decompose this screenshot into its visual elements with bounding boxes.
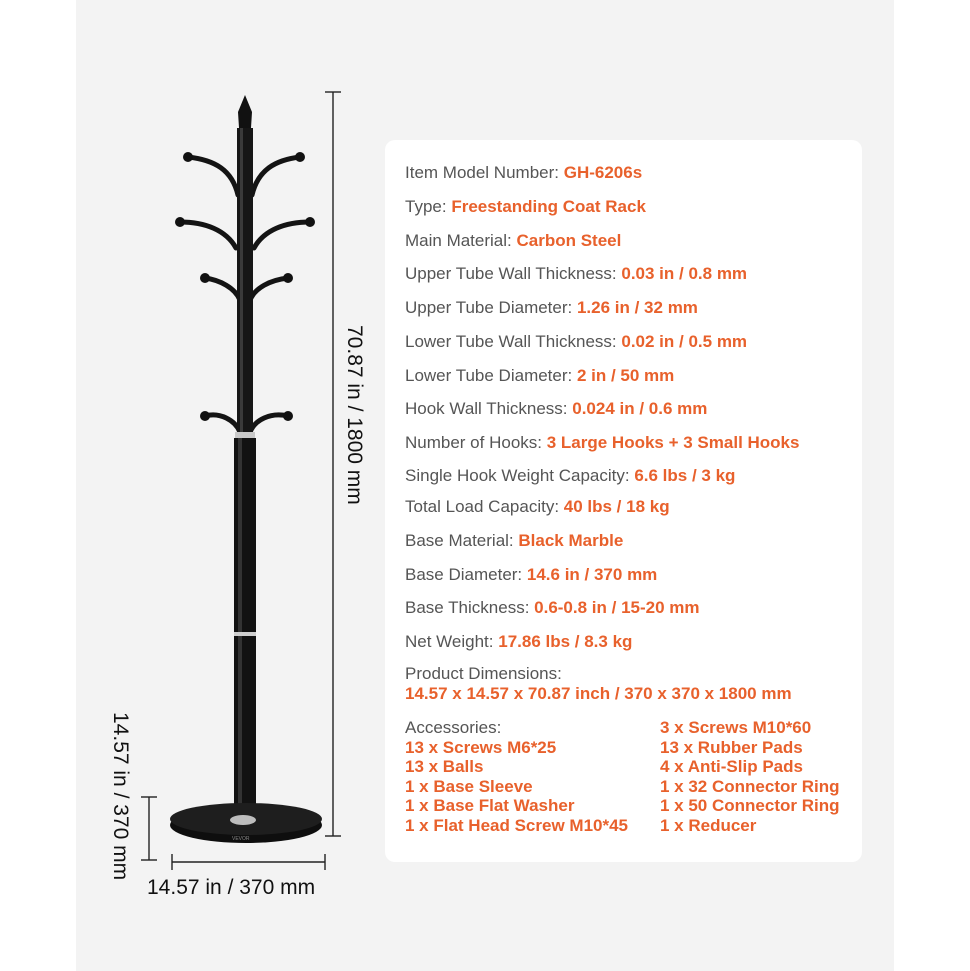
base-brand-mark: VEVOR	[232, 836, 250, 842]
spec-row	[405, 598, 700, 618]
height-dimension-line	[325, 92, 341, 836]
accessory-item: 1 x Flat Head Screw M10*45	[405, 815, 629, 835]
spec-value: 1.26 in / 32 mm	[576, 298, 698, 317]
lower-tube	[234, 438, 256, 808]
spec-label: Item Model Number:	[405, 163, 564, 182]
accessory-item: 3 x Screws M10*60	[660, 718, 812, 737]
upper-tube	[237, 128, 253, 433]
spec-label: Upper Tube Wall Thickness:	[405, 264, 622, 283]
accessory-item: 1 x Base Sleeve	[405, 776, 533, 796]
spec-row	[405, 497, 670, 517]
spec-label: Lower Tube Wall Thickness:	[405, 332, 622, 351]
spec-label: Total Load Capacity:	[405, 497, 564, 516]
spec-row	[405, 197, 646, 217]
spec-value: GH-6206s	[563, 163, 643, 182]
product-dimensions-label: Product Dimensions:	[405, 664, 562, 683]
spec-row	[405, 231, 621, 251]
height-dimension-label: 70.87 in / 1800 mm	[343, 325, 366, 505]
spec-row	[405, 531, 623, 551]
base-dimension-line	[172, 854, 325, 870]
spec-value: Black Marble	[518, 531, 624, 550]
product-dimensions-value: 14.57 x 14.57 x 70.87 inch / 370 x 370 x 1800 mm	[405, 684, 792, 703]
base-dimension-label: 14.57 in / 370 mm	[147, 876, 316, 899]
accessories-right	[660, 718, 839, 836]
spec-row	[405, 298, 698, 318]
spec-row	[405, 264, 747, 284]
accessories-label: Accessories:	[405, 718, 502, 737]
spec-value: 6.6 lbs / 3 kg	[634, 466, 736, 485]
spec-row	[405, 433, 799, 453]
spec-label: Number of Hooks:	[405, 433, 547, 452]
spec-value: 3 Large Hooks + 3 Small Hooks	[546, 433, 800, 452]
spec-row	[405, 163, 642, 183]
spec-value: Freestanding Coat Rack	[451, 197, 646, 216]
spec-value: 0.024 in / 0.6 mm	[572, 399, 708, 418]
base-sleeve	[230, 815, 256, 825]
accessory-item: 1 x Base Flat Washer	[405, 796, 575, 816]
spec-label: Main Material:	[405, 231, 517, 250]
accessory-item: 13 x Screws M6*25	[405, 737, 557, 757]
spec-row	[405, 565, 657, 585]
accessory-item: 13 x Rubber Pads	[660, 737, 803, 757]
spec-label: Base Diameter:	[405, 565, 527, 584]
spec-value: 17.86 lbs / 8.3 kg	[498, 632, 633, 651]
lower-connector-ring	[234, 632, 256, 636]
spec-value: 0.02 in / 0.5 mm	[621, 332, 748, 351]
spec-row	[405, 332, 747, 352]
accessory-item: 1 x 50 Connector Ring	[660, 796, 840, 816]
spec-row	[405, 632, 632, 652]
spec-value: 0.6-0.8 in / 15-20 mm	[534, 598, 700, 617]
accessory-item: 13 x Balls	[405, 757, 484, 777]
side-dimension-label: 14.57 in / 370 mm	[109, 712, 132, 881]
spec-value: 0.03 in / 0.8 mm	[621, 264, 748, 283]
spec-label: Base Thickness:	[405, 598, 535, 617]
spec-label: Single Hook Weight Capacity:	[405, 466, 635, 485]
spec-row	[405, 399, 707, 419]
accessories-left	[405, 718, 628, 836]
spec-value: 2 in / 50 mm	[576, 366, 675, 385]
spec-value: Carbon Steel	[516, 231, 622, 250]
spec-label: Type:	[405, 197, 452, 216]
accessory-item: 1 x Reducer	[660, 815, 757, 835]
accessory-item: 1 x 32 Connector Ring	[660, 776, 840, 796]
spec-value: 14.6 in / 370 mm	[526, 565, 658, 584]
upper-connector-ring	[235, 432, 255, 438]
spec-row	[405, 466, 735, 486]
accessory-item: 4 x Anti-Slip Pads	[660, 757, 803, 777]
side-dimension-line	[141, 797, 157, 860]
spec-label: Net Weight:	[405, 632, 499, 651]
spec-value: 40 lbs / 18 kg	[563, 497, 670, 516]
spec-label: Lower Tube Diameter:	[405, 366, 577, 385]
spec-label: Hook Wall Thickness:	[405, 399, 573, 418]
spec-label: Upper Tube Diameter:	[405, 298, 577, 317]
spec-row	[405, 366, 674, 386]
spec-label: Base Material:	[405, 531, 519, 550]
top-finial	[238, 95, 252, 128]
